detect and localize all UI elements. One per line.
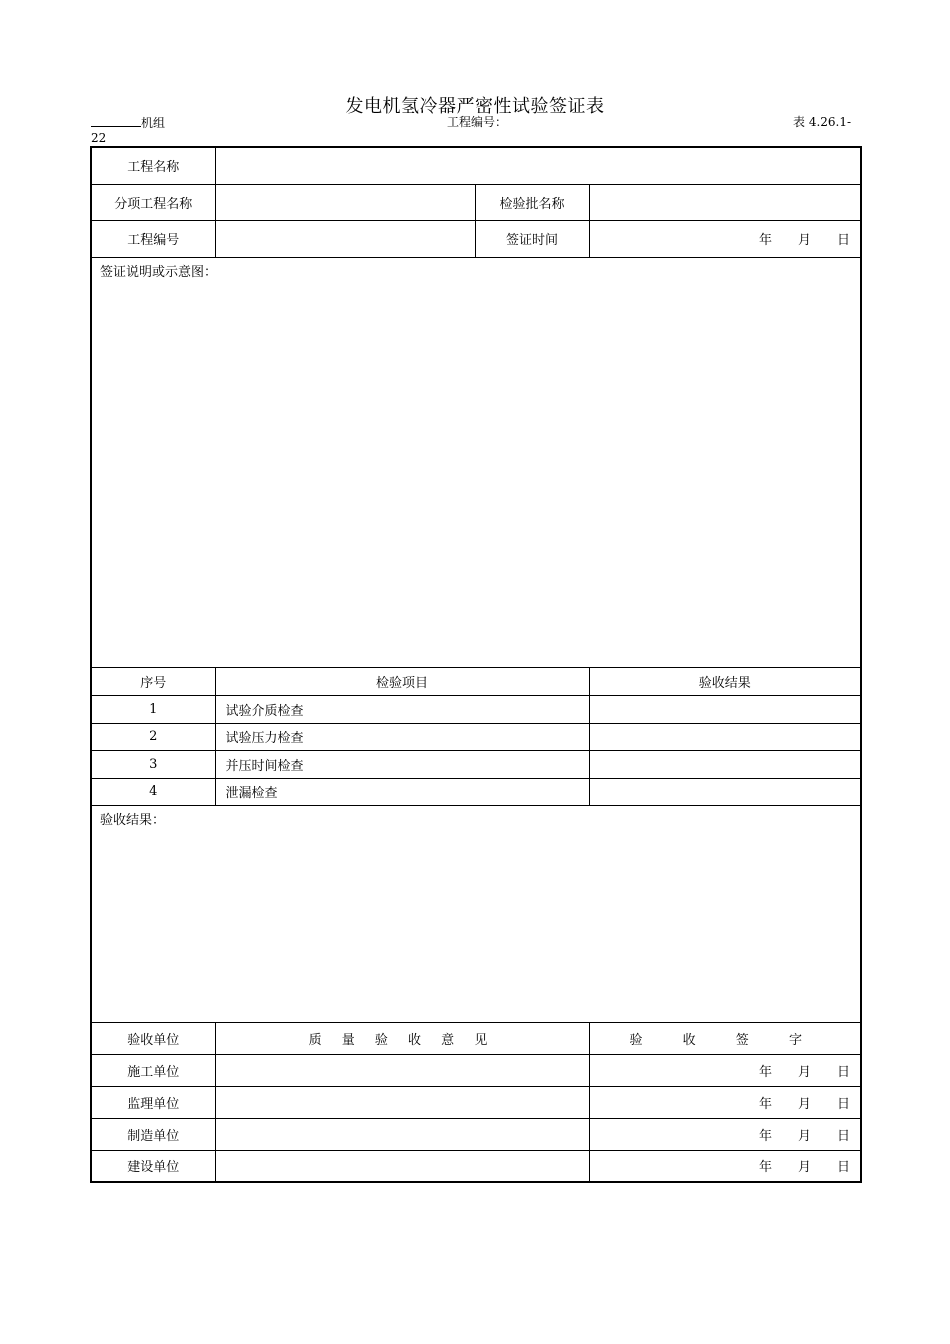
sub-project-value[interactable]: [215, 184, 475, 220]
notes-row: [91, 257, 861, 667]
item-no: 3: [91, 750, 215, 778]
signoff-date[interactable]: [589, 1086, 861, 1118]
date-month: 月: [797, 1160, 811, 1176]
date-day: 日: [836, 1128, 850, 1144]
table-row: [91, 695, 861, 723]
date-day: 日: [836, 233, 850, 248]
signoff-header-unit: 验收单位: [91, 1022, 215, 1054]
item-name: 泄漏检查: [215, 778, 589, 805]
signoff-unit: 施工单位: [91, 1054, 215, 1086]
form-number-continued: 22: [91, 131, 107, 145]
signoff-row: [91, 1086, 861, 1118]
date-day: 日: [836, 1160, 850, 1176]
date-year: 年: [758, 1128, 772, 1144]
project-name-label: 工程名称: [91, 147, 215, 184]
signoff-row: [91, 1118, 861, 1150]
unit-suffix: 机组: [141, 116, 166, 130]
item-no: 2: [91, 723, 215, 750]
sub-project-label: 分项工程名称: [91, 184, 215, 220]
item-result[interactable]: [589, 778, 861, 805]
project-no-label: 工程编号: [91, 220, 215, 257]
date-year: 年: [758, 1064, 772, 1080]
table-row: [91, 778, 861, 805]
batch-label: 检验批名称: [475, 184, 589, 220]
sub-project-row: [91, 184, 861, 220]
signoff-row: [91, 1054, 861, 1086]
item-name: 试验压力检查: [215, 723, 589, 750]
notes-area[interactable]: [91, 257, 861, 667]
item-name: 试验介质检查: [215, 695, 589, 723]
certification-form-table: [90, 146, 862, 1183]
unit-field: [91, 115, 165, 130]
table-row: [91, 750, 861, 778]
signoff-opinion[interactable]: [215, 1118, 589, 1150]
signoff-unit: 监理单位: [91, 1086, 215, 1118]
signoff-unit: 制造单位: [91, 1118, 215, 1150]
item-no: 1: [91, 695, 215, 723]
date-month: 月: [797, 1064, 811, 1080]
project-name-row: [91, 147, 861, 184]
item-no: 4: [91, 778, 215, 805]
signoff-row: [91, 1150, 861, 1182]
acceptance-row: [91, 805, 861, 1022]
date-year: 年: [758, 233, 772, 248]
signoff-header-row: [91, 1022, 861, 1054]
project-no-row: [91, 220, 861, 257]
table-row: [91, 723, 861, 750]
signoff-opinion[interactable]: [215, 1086, 589, 1118]
date-year: 年: [758, 1096, 772, 1112]
acceptance-area[interactable]: [91, 805, 861, 1022]
signoff-header-signature: 验 收 签 字: [589, 1022, 861, 1054]
date-day: 日: [836, 1064, 850, 1080]
date-month: 月: [797, 233, 811, 248]
items-header-item: 检验项目: [215, 667, 589, 695]
item-result[interactable]: [589, 750, 861, 778]
notes-label: 签证说明或示意图：: [100, 264, 218, 280]
item-result[interactable]: [589, 723, 861, 750]
items-header-row: [91, 667, 861, 695]
signoff-date[interactable]: [589, 1118, 861, 1150]
signoff-unit: 建设单位: [91, 1150, 215, 1182]
items-header-no: 序号: [91, 667, 215, 695]
acceptance-label: 验收结果：: [100, 812, 166, 828]
signoff-header-opinion: 质 量 验 收 意 见: [215, 1022, 589, 1054]
date-month: 月: [797, 1128, 811, 1144]
sign-time-date[interactable]: [589, 220, 861, 257]
sign-time-label: 签证时间: [475, 220, 589, 257]
batch-value[interactable]: [589, 184, 861, 220]
signoff-date[interactable]: [589, 1054, 861, 1086]
signoff-opinion[interactable]: [215, 1150, 589, 1182]
item-name: 并压时间检查: [215, 750, 589, 778]
date-day: 日: [836, 1096, 850, 1112]
items-header-result: 验收结果: [589, 667, 861, 695]
unit-blank[interactable]: [91, 115, 141, 127]
signoff-opinion[interactable]: [215, 1054, 589, 1086]
project-code-label: 工程编号：: [447, 115, 508, 129]
date-month: 月: [797, 1096, 811, 1112]
item-result[interactable]: [589, 695, 861, 723]
project-no-value[interactable]: [215, 220, 475, 257]
form-title: 发电机氢冷器严密性试验签证表: [345, 96, 605, 117]
date-year: 年: [758, 1160, 772, 1176]
project-name-value[interactable]: [215, 147, 861, 184]
form-number: 表 4.26.1-: [793, 115, 852, 129]
signoff-date[interactable]: [589, 1150, 861, 1182]
